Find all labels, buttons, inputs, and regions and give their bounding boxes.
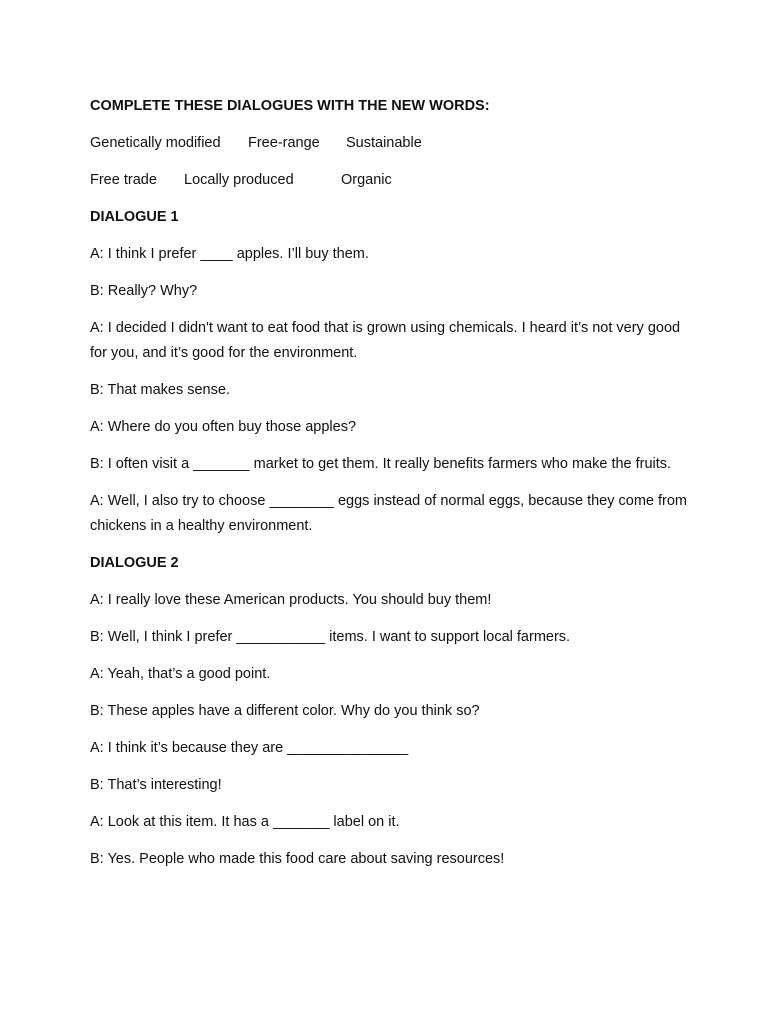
word-free-trade: Free trade — [90, 172, 157, 188]
dialogue-2-line: B: That’s interesting! — [90, 777, 222, 793]
dialogue-2-line: A: Yeah, that’s a good point. — [90, 666, 271, 682]
dialogue-2-line: B: Yes. People who made this food care about saving resources! — [90, 851, 505, 867]
word-sustainable: Sustainable — [346, 135, 422, 151]
dialogue-1-line: B: I often visit a _______ market to get them. It really benefits farmers who make the fruits. — [90, 456, 672, 472]
dialogue-2-line: A: I think it’s because they are _______________ — [90, 740, 409, 756]
dialogue-1-line: A: Well, I also try to choose ________ eggs instead of normal eggs, because they come from chickens in a healthy environment. — [90, 493, 687, 534]
worksheet — [90, 94, 690, 884]
word-bank-row-2 — [90, 168, 690, 193]
dialogue-1-line: A: Where do you often buy those apples? — [90, 419, 357, 435]
word-bank-row-1 — [90, 131, 690, 156]
dialogue-1-line: A: I decided I didn't want to eat food that is grown using chemicals. I heard it’s not very good for you, and it’s good for the environment. — [90, 320, 681, 361]
dialogue-2-line: B: These apples have a different color. Why do you think so? — [90, 703, 480, 719]
dialogue-2-title: DIALOGUE 2 — [90, 555, 179, 571]
word-genetically-modified: Genetically modified — [90, 135, 221, 151]
word-free-range: Free-range — [248, 135, 320, 151]
dialogue-1-title: DIALOGUE 1 — [90, 209, 179, 225]
dialogue-2-line: B: Well, I think I prefer ___________ items. I want to support local farmers. — [90, 629, 571, 645]
dialogue-2-line: A: I really love these American products. You should buy them! — [90, 592, 492, 608]
dialogue-2-line: A: Look at this item. It has a _______ label on it. — [90, 814, 400, 830]
instruction-heading: COMPLETE THESE DIALOGUES WITH THE NEW WORDS: — [90, 98, 490, 114]
dialogue-1-line: B: Really? Why? — [90, 283, 198, 299]
word-locally-produced: Locally produced — [184, 172, 294, 188]
word-organic: Organic — [341, 172, 392, 188]
dialogue-1-line: A: I think I prefer ____ apples. I’ll buy them. — [90, 246, 369, 262]
dialogue-1-line: B: That makes sense. — [90, 382, 230, 398]
